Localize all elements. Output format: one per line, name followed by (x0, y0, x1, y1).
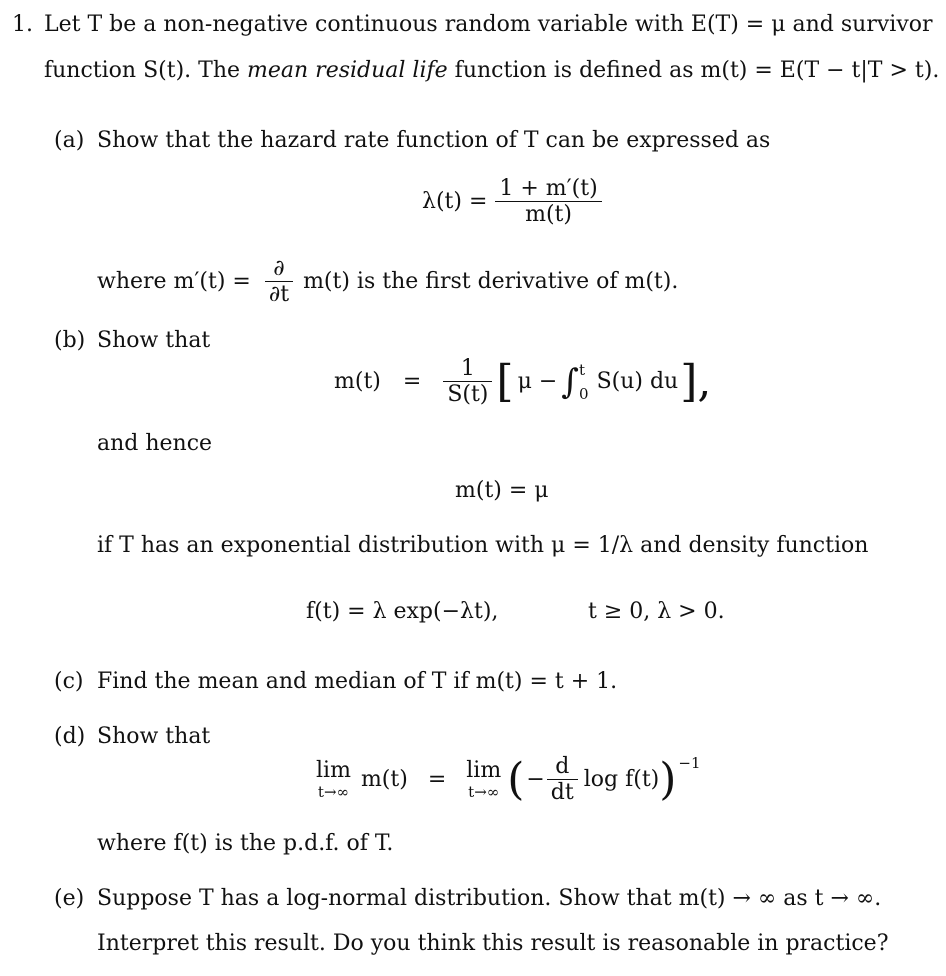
partial-derivative-fraction (265, 256, 293, 307)
mrl-equals-mu: m(t) = μ (455, 478, 549, 503)
intro-line2-end: function is defined as m(t) = E(T − t|T > t). (454, 58, 940, 83)
part-e-line1: Suppose T has a log-normal distribution. Show that m(t) → ∞ as t → ∞. (97, 886, 882, 911)
dt-denominator: dt (547, 779, 578, 805)
intro-line2-start: function S(t). The (44, 58, 241, 83)
mrl-equals: = (402, 369, 422, 394)
problem-intro-line1: Let T be a non-negative continuous random variable with E(T) = μ and survivor (44, 12, 933, 37)
integral-upper-limit: t (579, 360, 586, 379)
integral-sign: ∫ (561, 361, 580, 402)
part-b-label: (b) (54, 328, 86, 353)
part-a-text: Show that the hazard rate function of T can be expressed as (97, 128, 771, 153)
bracket-open: [ (496, 355, 514, 407)
hazard-equation (422, 176, 602, 227)
hazard-denominator: m(t) (495, 201, 601, 227)
part-c-label: (c) (54, 669, 84, 694)
partial-denominator: ∂t (265, 281, 293, 307)
mrl-equation (334, 356, 711, 407)
power-minus-one: −1 (678, 754, 701, 772)
mrl-lhs: m(t) (334, 369, 381, 394)
lhs-lim-word: lim (316, 758, 351, 783)
integral-lower-limit: 0 (579, 384, 589, 403)
integrand: S(u) du (596, 369, 679, 394)
d-dt-fraction (547, 754, 578, 805)
problem-number: 1. (12, 12, 33, 37)
and-hence-text: and hence (97, 431, 213, 456)
mrl-frac-denominator: S(t) (443, 381, 492, 407)
part-b-text: Show that (97, 328, 211, 353)
rhs-lim-subscript: t→∞ (468, 783, 500, 801)
where-prefix: where m′(t) = (97, 269, 251, 294)
paren-close: ) (659, 753, 677, 805)
log-term: log f(t) (583, 767, 660, 792)
limit-lhs-function: m(t) (360, 767, 408, 792)
bracket-close: ], (680, 355, 712, 407)
mean-residual-life-term: mean residual life (247, 58, 448, 83)
exponential-density: f(t) = λ exp(−λt), (306, 599, 499, 624)
where-suffix: m(t) is the first derivative of m(t). (303, 269, 679, 294)
paren-open: ( (507, 753, 525, 805)
mrl-fraction (443, 356, 492, 407)
hazard-numerator: 1 + m′(t) (499, 176, 598, 201)
mrl-frac-numerator: 1 (460, 356, 475, 381)
pdf-definition: where f(t) is the p.d.f. of T. (97, 831, 394, 856)
d-numerator: d (555, 754, 570, 779)
partial-numerator: ∂ (273, 256, 285, 281)
integral-limits (579, 361, 589, 403)
lhs-limit (316, 758, 351, 801)
hazard-lhs: λ(t) = (422, 189, 488, 214)
rhs-lim-word: lim (466, 758, 502, 783)
hazard-fraction (495, 176, 601, 227)
part-d-text: Show that (97, 724, 211, 749)
mu-minus: μ − (517, 369, 558, 394)
part-d-label: (d) (54, 724, 86, 749)
rhs-limit (466, 758, 501, 801)
minus-sign: − (526, 767, 545, 792)
part-e-line2: Interpret this result. Do you think this result is reasonable in practice? (97, 931, 889, 956)
part-a-label: (a) (54, 128, 85, 153)
exponential-condition: if T has an exponential distribution with μ = 1/λ and density function (97, 533, 869, 558)
limit-equation (316, 754, 701, 805)
part-e-label: (e) (54, 886, 85, 911)
density-domain: t ≥ 0, λ > 0. (588, 599, 725, 624)
part-c-text: Find the mean and median of T if m(t) = t + 1. (97, 669, 618, 694)
problem-intro-line2 (44, 60, 939, 82)
derivative-definition (97, 256, 678, 307)
lhs-lim-subscript: t→∞ (317, 783, 350, 801)
limit-equals: = (427, 767, 447, 792)
